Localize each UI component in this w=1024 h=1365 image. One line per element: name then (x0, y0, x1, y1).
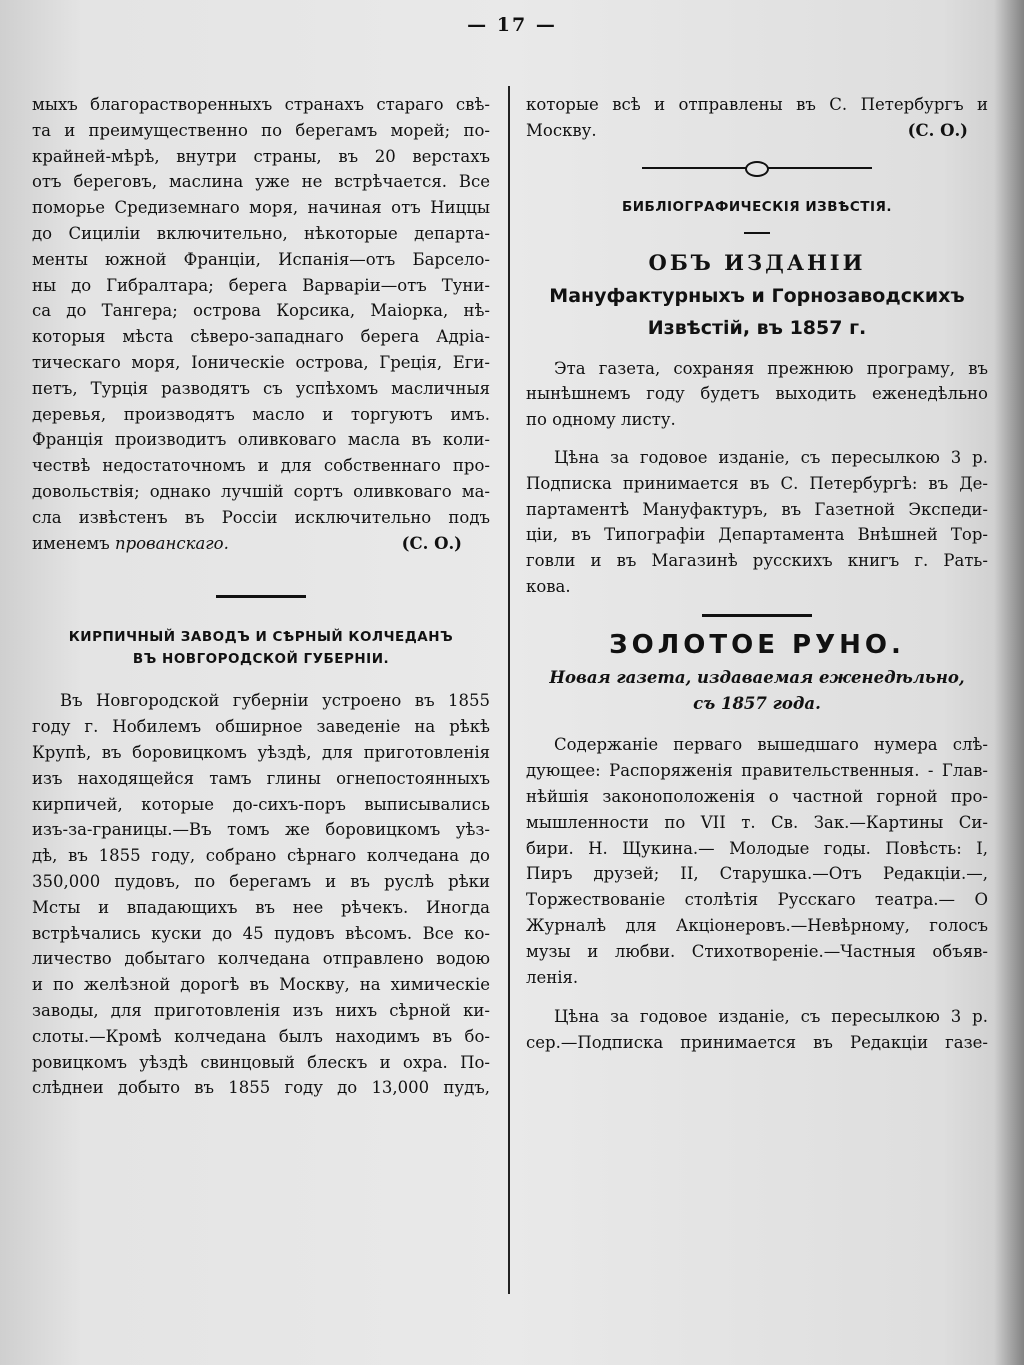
article-line: Журналѣ для Акціонеровъ.—Невѣрному, голосъ (526, 915, 988, 935)
price-line: Цѣна за годовое изданіе, съ пересылкою 3 р. (554, 1007, 988, 1027)
article-line: 350,000 пудовъ, по берегамъ и въ руслѣ рѣки (32, 871, 490, 891)
article-line: са до Тангера; острова Корсика, Маіорка, нѣ- (32, 301, 490, 321)
brick-article (32, 626, 490, 1101)
article-line: чествѣ недостаточномъ и для собственнаго про- (32, 456, 490, 476)
article-line: ны до Гибралтара; берега Варваріи—отъ Туни- (32, 275, 490, 295)
article-line: ленія. (526, 967, 579, 987)
article-line-text: именемъ (32, 533, 115, 553)
notice-title: ОБЪ ИЗДАНІИ (648, 249, 866, 275)
short-divider (744, 232, 770, 234)
article-line: сла извѣстенъ въ Россіи исключительно подъ (32, 507, 490, 527)
article-line: ровицкомъ уѣздѣ свинцовый блескъ и охра. По- (32, 1052, 490, 1072)
price-line: ціи, въ Типографіи Департамента Внѣшней Тор- (526, 525, 988, 545)
article-line: Франція производитъ оливковаго масла въ коли- (32, 430, 490, 450)
article-line: которые всѣ и отправлены въ С. Петербургъ и (526, 95, 988, 114)
article-line: слѣднеи добыто въ 1855 году до 13,000 пудъ, (32, 1078, 490, 1098)
article-signature: (С. О.) (401, 533, 462, 553)
page-shadow-edge (994, 0, 1024, 1365)
newspaper-title: ЗОЛОТОЕ РУНО. (609, 629, 905, 660)
article-line: Торжествованіе столѣтія Русскаго театра.— О (526, 890, 988, 910)
article-line: Эта газета, сохраняя прежнюю програму, въ (554, 358, 988, 378)
price-line: партаментѣ Мануфактуръ, въ Газетной Экспеди- (526, 499, 988, 519)
price-line: говли и въ Магазинѣ русскихъ книгъ г. Рать- (526, 551, 988, 571)
price-line: кова. (526, 576, 571, 596)
article-line: слоты.—Кромѣ колчедана былъ находимъ въ бо- (32, 1026, 490, 1046)
article-line: менты южной Франціи, Испанія—отъ Барсело- (32, 249, 490, 269)
page-number: — 17 — (467, 14, 557, 36)
article-line: изъ находящейся тамъ глины огнепостоянныхъ (32, 768, 490, 788)
notice-title-line: Извѣстій, въ 1857 г. (647, 316, 867, 339)
article-last-line (526, 118, 988, 144)
article-line: петъ, Турція разводятъ съ успѣхомъ масличныя (32, 378, 490, 398)
article-line: та и преимущественно по берегамъ морей; по- (32, 120, 490, 140)
article-line: дѣ, въ 1855 году, собрано сѣрнаго колчедана до (32, 846, 490, 866)
article-line: и по желѣзной дорогѣ въ Москву, на химическіе (32, 975, 490, 995)
olive-article (32, 92, 490, 556)
article-line: отъ береговъ, маслина уже не встрѣчается. Все (32, 172, 490, 192)
article-line: мышленности по VII т. Св. Зак.—Картины Си- (526, 812, 988, 832)
article-line: которыя мѣста сѣверо-западнаго берега Адріа- (32, 327, 490, 347)
article-line: до Сициліи включительно, нѣкоторые департа- (32, 223, 490, 243)
column-divider (508, 86, 510, 1294)
left-column (32, 92, 490, 1101)
article-line: крайней-мѣрѣ, внутри страны, въ 20 верстахъ (32, 146, 490, 166)
article-line-text: Москву. (526, 120, 597, 140)
article-line: деревья, производятъ масло и торгуютъ имъ. (32, 404, 490, 424)
continuation-paragraph (526, 92, 988, 144)
italic-word: прованскаго. (114, 533, 229, 553)
article-line: поморье Средиземнаго моря, начиная отъ Ниццы (32, 198, 490, 218)
article-line: нынѣшнемъ году будетъ выходить еженедѣльно (526, 384, 988, 404)
bibliography-heading: БИБЛІОГРАФИЧЕСКІЯ ИЗВѢСТІЯ. (621, 198, 893, 215)
article-line: тическаго моря, Іоническіе острова, Греція, Еги- (32, 352, 490, 372)
article-line: Крупѣ, въ боровицкомъ уѣздѣ, для приготовленія (32, 742, 490, 762)
right-column (526, 92, 988, 1056)
article-line: Въ Новгородской губерніи устроено въ 1855 (60, 691, 490, 711)
article-last-line (32, 531, 490, 557)
article-line: изъ-за-границы.—Въ томъ же боровицкомъ уѣз- (32, 820, 490, 840)
article-signature: (С. О.) (907, 120, 968, 140)
article-line: Пиръ друзей; II, Старушка.—Отъ Редакціи.—, (526, 864, 988, 884)
newspaper-subtitle: съ 1857 года. (693, 693, 821, 713)
article-line: по одному листу. (526, 410, 676, 430)
price-line: Цѣна за годовое изданіе, съ пересылкою 3 р. (554, 447, 988, 467)
article-subheading: ВЪ НОВГОРОДСКОЙ ГУБЕРНІИ. (132, 651, 390, 668)
notice-title-line: Мануфактурныхъ и Горнозаводскихъ (549, 284, 965, 307)
newspaper-subtitle: Новая газета, издаваемая еженедѣльно, (549, 667, 965, 687)
manufacturing-notice (526, 240, 988, 600)
article-line: заводы, для приготовленія изъ нихъ сѣрной ки- (32, 1000, 490, 1020)
article-line: личество добытаго колчедана отправлено водою (32, 949, 490, 969)
article-line: довольствія; однако лучшій сортъ оливковаго ма- (32, 481, 490, 501)
article-line: Мсты и впадающихъ въ нее рѣчекъ. Иногда (32, 897, 490, 917)
article-line: кирпичей, которые до-сихъ-поръ выписывались (32, 794, 490, 814)
article-line: встрѣчались куски до 45 пудовъ вѣсомъ. Все ко- (32, 923, 490, 943)
article-line: году г. Нобилемъ обширное заведеніе на рѣкѣ (32, 717, 490, 737)
article-line: бири. Н. Щукина.— Молодые годы. Повѣсть: I, (526, 838, 988, 858)
article-line: Содержаніе перваго вышедшаго нумера слѣ- (554, 735, 988, 755)
ornament-divider (216, 586, 306, 606)
zolotoe-runo-notice (526, 625, 988, 1056)
article-line: мыхъ благорастворенныхъ странахъ стараго свѣ- (32, 95, 490, 114)
price-line: Подписка принимается въ С. Петербургѣ: въ Де- (526, 473, 988, 493)
price-line: сер.—Подписка принимается въ Редакціи газе- (526, 1033, 988, 1053)
thick-divider (702, 614, 812, 617)
ornament-divider (642, 158, 872, 178)
article-heading: КИРПИЧНЫЙ ЗАВОДЪ И СѢРНЫЙ КОЛЧЕДАНЪ (68, 629, 454, 646)
article-line: музы и любви. Стихотвореніе.—Частныя объяв- (526, 941, 988, 961)
article-line: нѣйшія законоположенія о частной горной про- (526, 786, 988, 806)
article-line: дующее: Распоряженія правительственныя. - Глав- (526, 761, 988, 781)
